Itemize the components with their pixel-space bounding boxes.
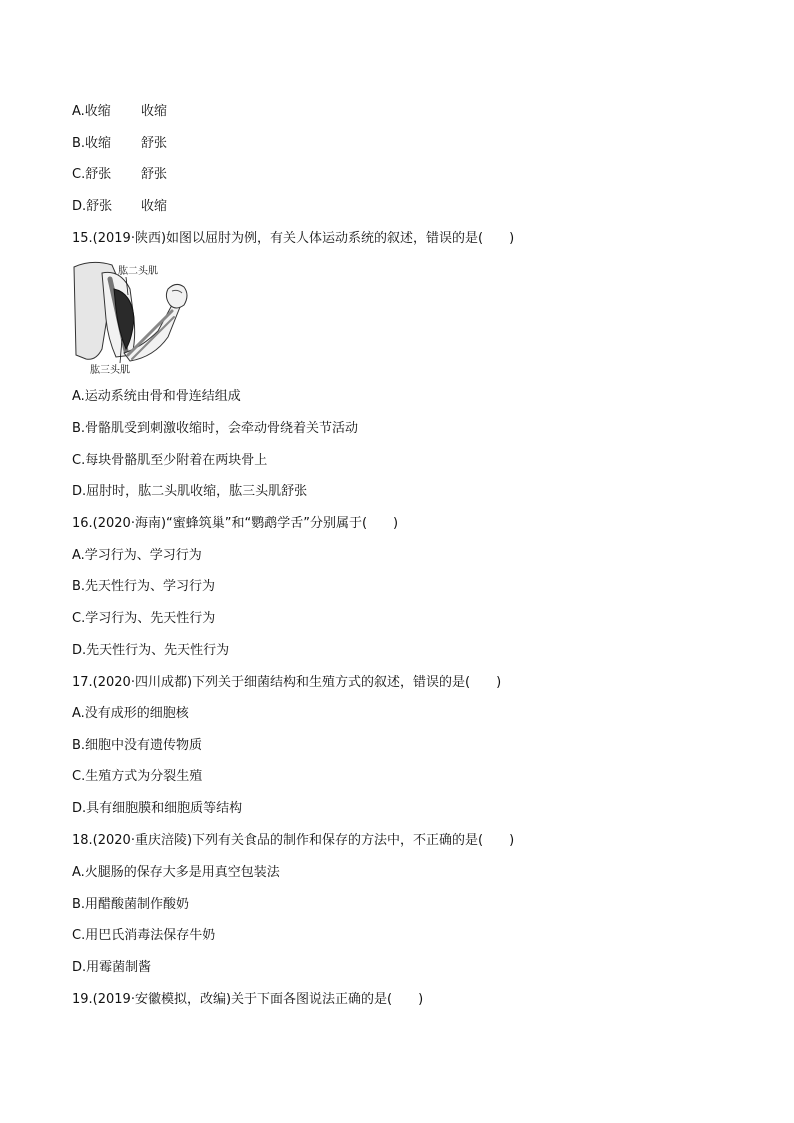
q14-option-a-left: A.收缩 (72, 104, 111, 119)
biceps-label: 肱二头肌 (118, 266, 158, 277)
q18-option-a: A.火腿肠的保存大多是用真空包装法 (72, 865, 280, 880)
q18-option-b: B.用醋酸菌制作酸奶 (72, 897, 190, 912)
q17-option-d: D.具有细胞膜和细胞质等结构 (72, 801, 243, 816)
q17-option-a: A.没有成形的细胞核 (72, 706, 189, 721)
q15-stem: 15.(2019·陕西)如图以屈肘为例，有关人体运动系统的叙述，错误的是( ) (72, 231, 515, 246)
q16-option-a: A.学习行为、学习行为 (72, 548, 202, 563)
q14-option-c-left: C.舒张 (72, 167, 112, 182)
q14-option-a-right: 收缩 (141, 104, 168, 119)
q14-option-d-right: 收缩 (141, 199, 168, 214)
q15-option-d: D.屈肘时，肱二头肌收缩，肱三头肌舒张 (72, 484, 308, 499)
q15-option-b: B.骨骼肌受到刺激收缩时，会牵动骨绕着关节活动 (72, 421, 359, 436)
q18-option-d: D.用霉菌制酱 (72, 960, 152, 975)
q17-stem: 17.(2020·四川成都)下列关于细菌结构和生殖方式的叙述，错误的是( ) (72, 675, 502, 690)
q18-stem: 18.(2020·重庆涪陵)下列有关食品的制作和保存的方法中，不正确的是( ) (72, 833, 515, 848)
q17-option-c: C.生殖方式为分裂生殖 (72, 769, 203, 784)
q17-option-b: B.细胞中没有遗传物质 (72, 738, 203, 753)
q16-stem: 16.(2020·海南)“蜜蜂筑巢”和“鹦鹉学舌”分别属于( ) (72, 516, 399, 531)
q14-option-b-right: 舒张 (141, 136, 168, 151)
q18-option-c: C.用巴氏消毒法保存牛奶 (72, 928, 216, 943)
q16-option-d: D.先天性行为、先天性行为 (72, 643, 230, 658)
q15-option-c: C.每块骨骼肌至少附着在两块骨上 (72, 453, 268, 468)
q14-option-d-left: D.舒张 (72, 199, 113, 214)
q16-option-b: B.先天性行为、学习行为 (72, 579, 216, 594)
q14-option-c-right: 舒张 (141, 167, 168, 182)
q15-option-a: A.运动系统由骨和骨连结组成 (72, 389, 241, 404)
elbow-flexion-figure (72, 259, 194, 379)
q19-stem: 19.(2019·安徽模拟，改编)关于下面各图说法正确的是( ) (72, 992, 424, 1007)
triceps-label: 肱三头肌 (90, 365, 130, 376)
q14-option-b-left: B.收缩 (72, 136, 112, 151)
q16-option-c: C.学习行为、先天性行为 (72, 611, 216, 626)
